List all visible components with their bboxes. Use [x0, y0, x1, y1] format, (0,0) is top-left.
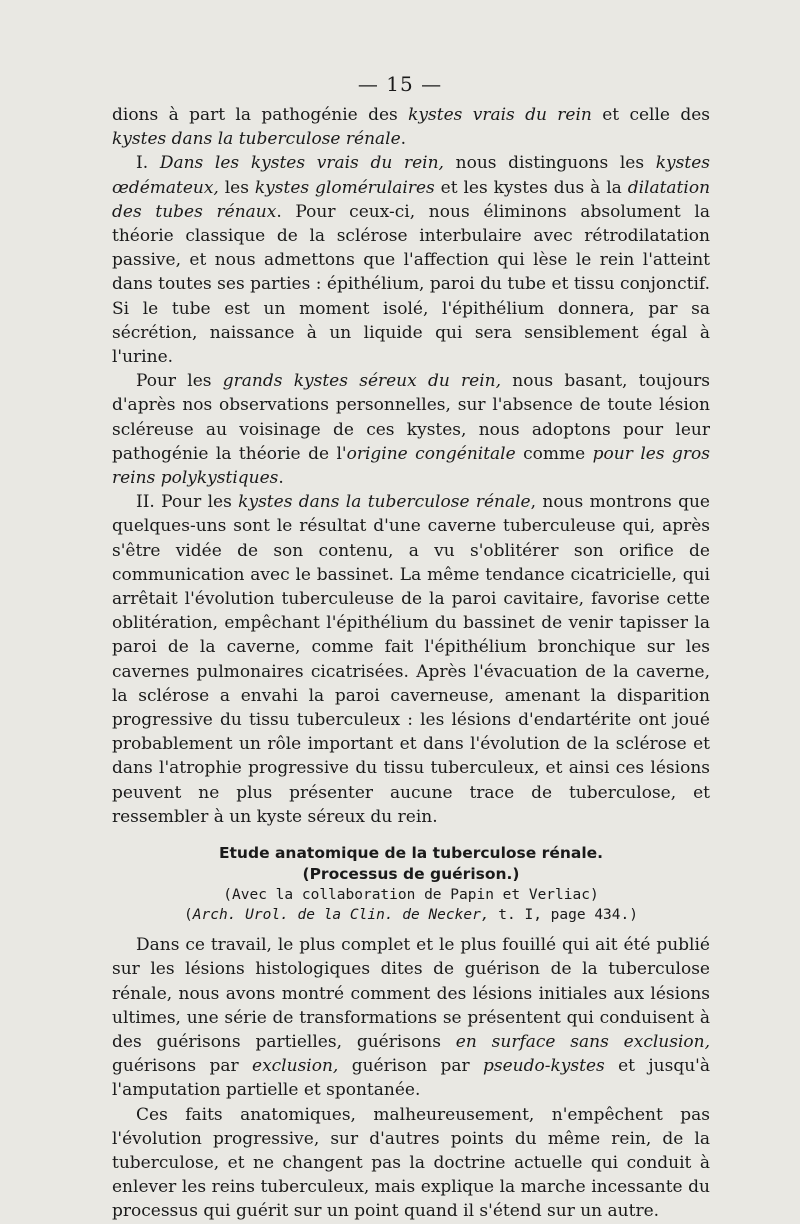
paragraph-tuberculose: II. Pour les kystes dans la tuberculose rénale, nous montrons que quelques-uns sont le résultat d'une caverne tuberculeuse qui, après s'être vidée de son contenu, a vu s'oblitérer son orifice de communication avec le bassinet. La même tendance cicatricielle, qui arrêtait l'évolution tuberculeuse de la paroi cavitaire, favorise cette oblitération, empêchant l'épithélium du bassinet de venir tapisser la paroi de la caverne, comme fait l'épithélium bronchique sur les cavernes pulmonaires cicatrisées. Après l'évacuation de la caverne, la sclérose a envahi la paroi caverneuse, amenant la disparition progressive du tissu tuberculeux : les lésions d'endartérite ont joué probablement un rôle important et dans l'évolution de la sclérose et dans l'atrophie progressive du tissu tuberculeux, et ainsi ces lésions peuvent ne plus présenter aucune trace de tuberculose, et ressembler à un kyste séreux du rein.	[112, 492, 710, 827]
page-number: — 15 —	[357, 72, 443, 96]
document-body	[112, 103, 710, 1224]
paragraph-conclusion: Ces faits anatomiques, malheureusement, n'empêchent pas l'évolution progressive, sur d'autres points du même rein, de la tuberculose, et ne changent pas la doctrine actuelle qui conduit à enlever les reins tuberculeux, mais explique la marche incessante du processus qui guérit sur un point quand il s'étend sur un autre.	[112, 1104, 710, 1222]
paragraph-grands-kystes: Pour les grands kystes séreux du rein, nous basant, toujours d'après nos observations personnelles, sur l'absence de toute lésion scléreuse au voisinage de ces kystes, nous adoptons pour leur pathogénie la théorie de l'origine congénitale comme pour les gros reins polykystiques.	[112, 371, 711, 489]
section-collaboration: (Avec la collaboration de Papin et Verliac)	[223, 887, 599, 904]
section-subtitle: (Processus de guérison.)	[302, 865, 520, 884]
section-title: Etude anatomique de la tuberculose rénale.	[218, 844, 604, 863]
paragraph-kystes-vrais: I. Dans les kystes vrais du rein, nous distinguons les kystes œdémateux, les kystes glomérulaires et les kystes dus à la dilatation des tubes rénaux. Pour ceux-ci, nous éliminons absolument la théorie classique de la sclérose interbulaire avec rétrodilatation passive, et nous admettons que l'affection qui lèse le rein l'atteint dans toutes ses parties : épithélium, paroi du tube et tissu conjonctif. Si le tube est un moment isolé, l'épithélium donnera, par sa sécrétion, naissance à un liquide qui sera sensiblement égal à l'urine.	[112, 153, 711, 368]
paragraph-travail: Dans ce travail, le plus complet et le plus fouillé qui ait été publié sur les lésions histologiques dites de guérison de la tuberculose rénale, nous avons montré comment des lésions initiales aux lésions ultimes, une série de transformations se présentent qui conduisent à des guérisons partielles, guérisons en surface sans exclusion, guérisons par exclusion, guérison par pseudo-kystes et jusqu'à l'amputation partielle et spontanée.	[112, 935, 710, 1101]
paragraph-intro: dions à part la pathogénie des kystes vrais du rein et celle des kystes dans la tuberculose rénale.	[112, 105, 711, 150]
section-reference: (Arch. Urol. de la Clin. de Necker, t. I, page 434.)	[184, 907, 638, 924]
